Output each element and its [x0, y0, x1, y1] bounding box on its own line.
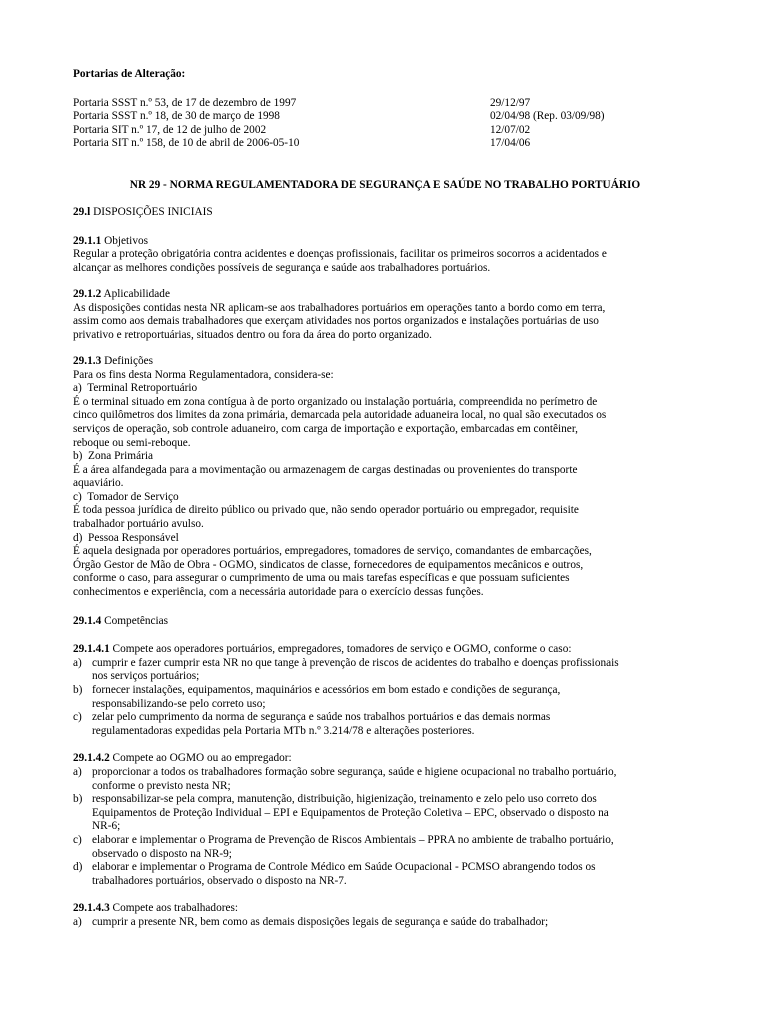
section-title: Competências: [104, 614, 169, 627]
section-29-1-4: [73, 615, 697, 629]
section-number: 29.1.4.3: [73, 902, 110, 915]
section-title: Compete aos operadores portuários, empregadores, tomadores de serviço e OGMO, conforme o caso:: [112, 643, 572, 656]
section-title: Objetivos: [104, 234, 149, 247]
definition-term: d) Pessoa Responsável: [73, 531, 179, 544]
portaria-row: [73, 124, 697, 138]
definition-term: b) Zona Primária: [73, 450, 153, 463]
list-line: Equipamentos de Proteção Individual – EPI e Equipamentos de Proteção Coletiva – EPC, observado o disposto na: [92, 806, 609, 819]
list-label: c): [73, 711, 82, 724]
section-title: DISPOSIÇÕES INICIAIS: [93, 206, 213, 219]
list-line: elaborar e implementar o Programa de Prevenção de Riscos Ambientais – PPRA no ambiente de trabalho portuário,: [92, 833, 614, 846]
document-title: NR 29 - NORMA REGULAMENTADORA DE SEGURANÇA E SAÚDE NO TRABALHO PORTUÁRIO: [129, 178, 641, 191]
paragraph-line: conhecimentos e experiência, com a necessária autoridade para o exercício dessas funções.: [73, 586, 484, 599]
section-number: 29.1.4.2: [73, 752, 110, 765]
portaria-row: [73, 110, 697, 124]
paragraph-line: Órgão Gestor de Mão de Obra - OGMO, sindicatos de classe, fornecedores de equipamentos mecânicos e outros,: [73, 558, 584, 571]
list-line: conforme o previsto nesta NR;: [92, 779, 231, 792]
paragraph-line: Para os fins desta Norma Regulamentadora, considera-se:: [73, 368, 334, 381]
list-line: proporcionar a todos os trabalhadores formação sobre segurança, saúde e higiene ocupacional no trabalho portuário,: [92, 765, 617, 778]
list-line: trabalhadores portuários, observado o disposto na NR-7.: [92, 874, 347, 887]
list-item: [73, 916, 697, 930]
section-title: Aplicabilidade: [103, 288, 170, 301]
paragraph-line: reboque ou semi-reboque.: [73, 436, 191, 449]
list-line: fornecer instalações, equipamentos, maquinários e acessórios em bom estado e condições de segurança,: [92, 684, 561, 696]
portarias-heading: Portarias de Alteração:: [73, 68, 186, 80]
list-label: d): [73, 861, 83, 874]
section-number: 29.l: [73, 206, 91, 219]
list-line: responsabilizar-se pela compra, manutenção, distribuição, higienização, treinamento e zelo pelo uso correto dos: [92, 793, 597, 806]
list-item: [73, 684, 697, 711]
list-label: a): [73, 765, 82, 778]
list-item: [73, 766, 697, 793]
section-title: Definições: [104, 354, 154, 367]
paragraph-line: alcançar as melhores condições possíveis de segurança e saúde aos trabalhadores portuários.: [73, 261, 491, 274]
paragraph-line: É a área alfandegada para a movimentação ou armazenagem de cargas destinadas ou provenientes do transporte: [73, 463, 578, 476]
portaria-date: 12/07/02: [490, 123, 531, 136]
section-29-1-2: [73, 288, 697, 342]
list-label: b): [73, 684, 83, 696]
section-number: 29.1.4: [73, 614, 102, 627]
list-line: NR-6;: [92, 820, 121, 833]
section-29-1-1: [73, 235, 697, 276]
list-line: elaborar e implementar o Programa de Controle Médico em Saúde Ocupacional - PCMSO abrangendo todos os: [92, 861, 596, 874]
definition-term: a) Terminal Retroportuário: [73, 382, 198, 395]
paragraph-line: serviços de operação, sob controle aduaneiro, com carga de importação e exportação, embarcadas em contêiner,: [73, 422, 578, 435]
portaria-name: Portaria SIT n.º 158, de 10 de abril de 2006-05-10: [73, 137, 300, 150]
section-number: 29.1.4.1: [73, 643, 110, 656]
list-line: zelar pelo cumprimento da norma de segurança e saúde nos trabalhos portuários e das demais normas: [92, 711, 551, 724]
portaria-row: [73, 137, 697, 151]
section-number: 29.1.3: [73, 354, 102, 367]
list-item: [73, 793, 697, 834]
list-line: regulamentadoras expedidas pela Portaria MTb n.º 3.214/78 e alterações posteriores.: [92, 724, 475, 737]
section-number: 29.1.1: [73, 234, 102, 247]
section-29-1-4-3: [73, 902, 697, 929]
list-line: observado o disposto na NR-9;: [92, 847, 232, 860]
definition-term: c) Tomador de Serviço: [73, 490, 179, 503]
paragraph-line: cinco quilômetros dos limites da zona primária, demarcada pela autoridade aduaneira local, no qual são executados os: [73, 409, 607, 422]
paragraph-line: Regular a proteção obrigatória contra acidentes e doenças profissionais, facilitar os primeiros socorros a acidentados e: [73, 248, 607, 261]
portarias-list: [73, 97, 697, 152]
paragraph-line: trabalhador portuário avulso.: [73, 518, 204, 531]
list-line: cumprir a presente NR, bem como as demais disposições legais de segurança e saúde do trabalhador;: [92, 915, 549, 928]
list-line: nos serviços portuários;: [92, 670, 200, 683]
list-label: b): [73, 793, 83, 806]
portaria-date: 17/04/06: [490, 137, 531, 150]
list-item: [73, 861, 697, 888]
list-label: a): [73, 656, 82, 669]
list-label: a): [73, 915, 82, 928]
paragraph-line: privativo e retroportuárias, situados dentro ou fora da área do porto organizado.: [73, 328, 432, 341]
portaria-date: 29/12/97: [490, 96, 531, 109]
paragraph-line: É aquela designada por operadores portuários, empregadores, tomadores de serviço, comandantes de embarcações,: [73, 545, 592, 558]
paragraph-line: assim como aos demais trabalhadores que exerçam atividades nos portos organizados e instalações portuárias de uso: [73, 315, 599, 328]
section-29-1-4-1: [73, 643, 697, 738]
section-29-1: [73, 206, 697, 220]
paragraph-line: É o terminal situado em zona contígua à de porto organizado ou instalação portuária, compreendida no perímetro de: [73, 395, 598, 408]
list-item: [73, 711, 697, 738]
list-line: responsabilizando-se pelo correto uso;: [92, 697, 266, 710]
list-label: c): [73, 833, 82, 846]
paragraph-line: As disposições contidas nesta NR aplicam-se aos trabalhadores portuários em operações tanto a bordo como em terra,: [73, 301, 606, 314]
section-number: 29.1.2: [73, 288, 102, 301]
portaria-date: 02/04/98 (Rep. 03/09/98): [490, 110, 605, 123]
list-line: cumprir e fazer cumprir esta NR no que tange à prevenção de riscos de acidentes do trabalho e doenças profissionais: [92, 656, 619, 669]
portaria-name: Portaria SSST n.º 53, de 17 de dezembro de 1997: [73, 96, 297, 109]
paragraph-line: aquaviário.: [73, 477, 124, 490]
list-item: [73, 657, 697, 684]
section-title: Compete aos trabalhadores:: [112, 902, 239, 915]
portaria-row: [73, 97, 697, 111]
document-page: [73, 68, 697, 930]
portaria-name: Portaria SIT n.º 17, de 12 de julho de 2002: [73, 123, 267, 136]
paragraph-line: É toda pessoa jurídica de direito público ou privado que, não sendo operador portuário ou empregador, requisite: [73, 504, 579, 517]
portaria-name: Portaria SSST n.º 18, de 30 de março de 1998: [73, 110, 280, 123]
section-title: Compete ao OGMO ou ao empregador:: [112, 752, 292, 765]
section-29-1-4-2: [73, 752, 697, 888]
list-item: [73, 834, 697, 861]
section-29-1-3: [73, 355, 697, 600]
paragraph-line: conforme o caso, para assegurar o cumprimento de uma ou mais tarefas específicas e que possuam suficientes: [73, 572, 570, 585]
